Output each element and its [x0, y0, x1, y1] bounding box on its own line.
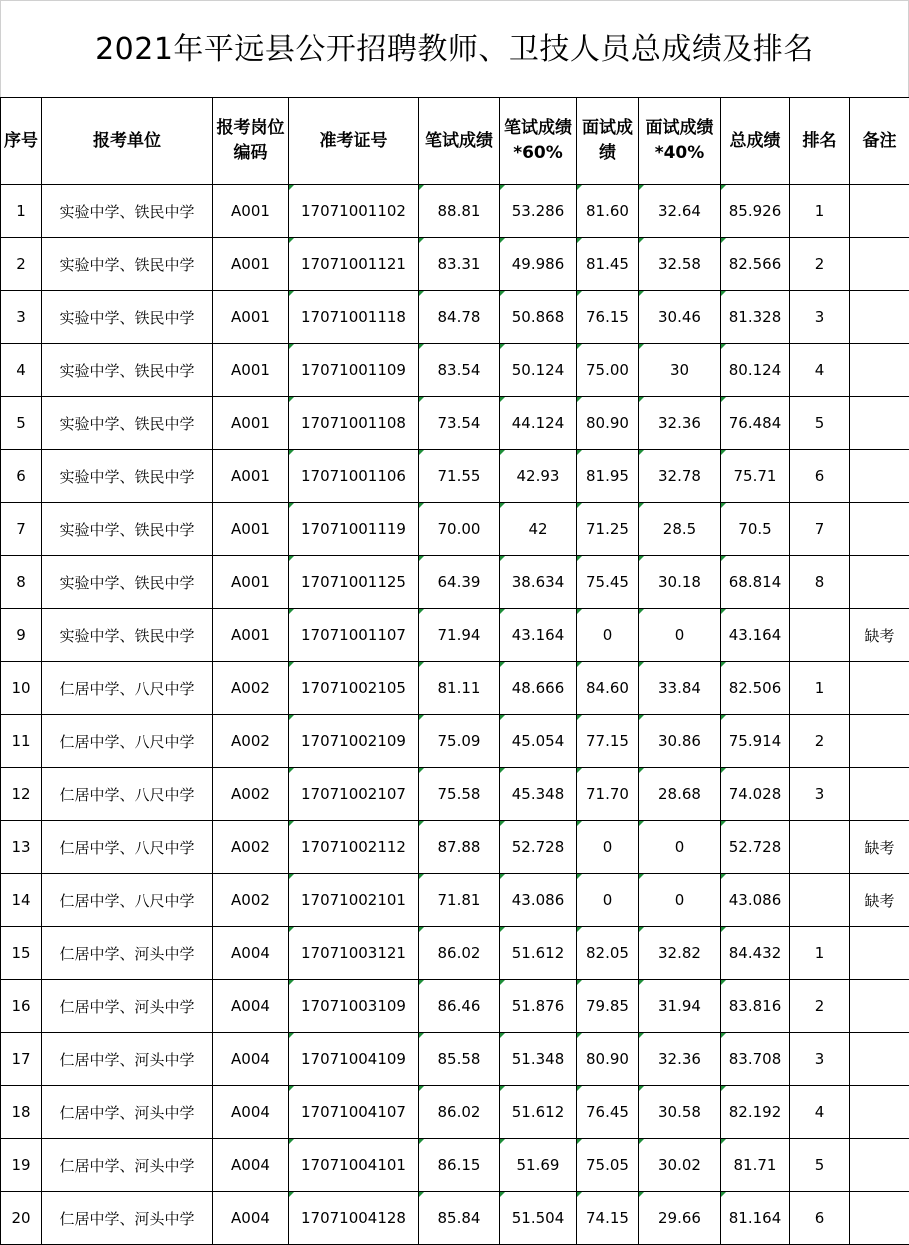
cell-written-score: 71.81: [419, 874, 500, 927]
cell-index: 15: [1, 927, 42, 980]
cell-total-score: 82.566: [721, 238, 790, 291]
table-row: [1, 344, 909, 397]
cell-remark: [850, 1192, 909, 1245]
cell-interview-weighted: 32.36: [639, 1033, 721, 1086]
cell-rank: [790, 821, 850, 874]
cell-ticket-no: 17071004107: [289, 1086, 419, 1139]
cell-written-weighted: 45.054: [500, 715, 577, 768]
cell-post-code: A004: [213, 1139, 289, 1192]
cell-unit: 仁居中学、河头中学: [42, 1192, 213, 1245]
cell-written-weighted: 51.612: [500, 927, 577, 980]
cell-total-score: 81.328: [721, 291, 790, 344]
cell-interview-weighted: 28.68: [639, 768, 721, 821]
cell-rank: 2: [790, 715, 850, 768]
cell-interview-weighted: 30: [639, 344, 721, 397]
table-row: [1, 821, 909, 874]
cell-index: 1: [1, 185, 42, 238]
header-written-weighted: 笔试成绩*60%: [500, 98, 577, 185]
cell-post-code: A001: [213, 238, 289, 291]
table-row: [1, 397, 909, 450]
cell-ticket-no: 17071001125: [289, 556, 419, 609]
cell-remark: [850, 662, 909, 715]
cell-interview-weighted: 32.36: [639, 397, 721, 450]
table-row: [1, 450, 909, 503]
cell-rank: [790, 874, 850, 927]
cell-ticket-no: 17071002109: [289, 715, 419, 768]
cell-unit: 实验中学、铁民中学: [42, 397, 213, 450]
cell-interview-weighted: 31.94: [639, 980, 721, 1033]
cell-post-code: A001: [213, 291, 289, 344]
cell-post-code: A001: [213, 397, 289, 450]
cell-total-score: 43.164: [721, 609, 790, 662]
cell-post-code: A004: [213, 1192, 289, 1245]
cell-total-score: 75.71: [721, 450, 790, 503]
cell-ticket-no: 17071004128: [289, 1192, 419, 1245]
cell-post-code: A004: [213, 1086, 289, 1139]
cell-written-weighted: 51.876: [500, 980, 577, 1033]
cell-written-weighted: 51.612: [500, 1086, 577, 1139]
cell-interview-weighted: 28.5: [639, 503, 721, 556]
cell-unit: 仁居中学、八尺中学: [42, 821, 213, 874]
cell-remark: [850, 927, 909, 980]
header-row: [1, 98, 909, 185]
header-ticket-no: 准考证号: [289, 98, 419, 185]
cell-ticket-no: 17071001121: [289, 238, 419, 291]
cell-ticket-no: 17071001108: [289, 397, 419, 450]
header-unit: 报考单位: [42, 98, 213, 185]
cell-ticket-no: 17071003121: [289, 927, 419, 980]
cell-written-weighted: 38.634: [500, 556, 577, 609]
cell-interview-weighted: 32.58: [639, 238, 721, 291]
cell-index: 8: [1, 556, 42, 609]
cell-remark: 缺考: [850, 874, 909, 927]
cell-remark: [850, 1033, 909, 1086]
cell-unit: 实验中学、铁民中学: [42, 609, 213, 662]
table-row: [1, 291, 909, 344]
cell-remark: 缺考: [850, 821, 909, 874]
cell-total-score: 83.816: [721, 980, 790, 1033]
cell-index: 17: [1, 1033, 42, 1086]
cell-interview-weighted: 30.18: [639, 556, 721, 609]
cell-interview-weighted: 30.86: [639, 715, 721, 768]
cell-total-score: 75.914: [721, 715, 790, 768]
cell-index: 5: [1, 397, 42, 450]
cell-index: 10: [1, 662, 42, 715]
scores-table: [0, 97, 909, 1245]
cell-ticket-no: 17071002105: [289, 662, 419, 715]
cell-post-code: A002: [213, 715, 289, 768]
cell-total-score: 81.71: [721, 1139, 790, 1192]
cell-post-code: A002: [213, 662, 289, 715]
cell-post-code: A004: [213, 1033, 289, 1086]
cell-remark: [850, 1139, 909, 1192]
cell-ticket-no: 17071001107: [289, 609, 419, 662]
cell-post-code: A001: [213, 185, 289, 238]
cell-written-score: 85.84: [419, 1192, 500, 1245]
cell-rank: [790, 609, 850, 662]
cell-interview-score: 84.60: [577, 662, 639, 715]
table-row: [1, 1139, 909, 1192]
cell-total-score: 70.5: [721, 503, 790, 556]
cell-written-score: 86.02: [419, 1086, 500, 1139]
cell-ticket-no: 17071001106: [289, 450, 419, 503]
cell-interview-weighted: 33.84: [639, 662, 721, 715]
cell-written-score: 86.15: [419, 1139, 500, 1192]
cell-rank: 5: [790, 1139, 850, 1192]
cell-written-score: 83.31: [419, 238, 500, 291]
table-row: [1, 874, 909, 927]
table-row: [1, 185, 909, 238]
cell-written-score: 64.39: [419, 556, 500, 609]
header-remark: 备注: [850, 98, 909, 185]
cell-unit: 实验中学、铁民中学: [42, 503, 213, 556]
cell-post-code: A001: [213, 344, 289, 397]
cell-interview-score: 75.05: [577, 1139, 639, 1192]
cell-rank: 8: [790, 556, 850, 609]
header-interview-weighted: 面试成绩*40%: [639, 98, 721, 185]
table-row: [1, 238, 909, 291]
cell-written-score: 88.81: [419, 185, 500, 238]
cell-interview-weighted: 32.82: [639, 927, 721, 980]
table-row: [1, 609, 909, 662]
cell-total-score: 81.164: [721, 1192, 790, 1245]
cell-total-score: 43.086: [721, 874, 790, 927]
cell-ticket-no: 17071001119: [289, 503, 419, 556]
cell-written-score: 81.11: [419, 662, 500, 715]
header-written-score: 笔试成绩: [419, 98, 500, 185]
cell-total-score: 74.028: [721, 768, 790, 821]
cell-interview-score: 80.90: [577, 1033, 639, 1086]
cell-interview-score: 79.85: [577, 980, 639, 1033]
cell-interview-score: 81.95: [577, 450, 639, 503]
cell-interview-weighted: 29.66: [639, 1192, 721, 1245]
cell-post-code: A002: [213, 768, 289, 821]
cell-remark: [850, 768, 909, 821]
cell-index: 3: [1, 291, 42, 344]
table-row: [1, 927, 909, 980]
cell-unit: 实验中学、铁民中学: [42, 238, 213, 291]
cell-interview-weighted: 32.78: [639, 450, 721, 503]
cell-remark: [850, 715, 909, 768]
cell-rank: 6: [790, 450, 850, 503]
cell-written-weighted: 45.348: [500, 768, 577, 821]
cell-index: 19: [1, 1139, 42, 1192]
cell-index: 9: [1, 609, 42, 662]
cell-interview-score: 81.60: [577, 185, 639, 238]
cell-rank: 7: [790, 503, 850, 556]
cell-written-weighted: 44.124: [500, 397, 577, 450]
cell-remark: [850, 503, 909, 556]
cell-unit: 实验中学、铁民中学: [42, 556, 213, 609]
cell-index: 18: [1, 1086, 42, 1139]
cell-unit: 仁居中学、八尺中学: [42, 768, 213, 821]
table-row: [1, 556, 909, 609]
cell-written-score: 71.94: [419, 609, 500, 662]
cell-remark: [850, 980, 909, 1033]
cell-interview-score: 75.00: [577, 344, 639, 397]
table-row: [1, 980, 909, 1033]
cell-interview-weighted: 0: [639, 609, 721, 662]
cell-interview-score: 81.45: [577, 238, 639, 291]
cell-interview-score: 0: [577, 609, 639, 662]
cell-written-weighted: 53.286: [500, 185, 577, 238]
cell-written-weighted: 42: [500, 503, 577, 556]
cell-written-weighted: 51.69: [500, 1139, 577, 1192]
cell-interview-score: 71.70: [577, 768, 639, 821]
cell-index: 7: [1, 503, 42, 556]
cell-unit: 实验中学、铁民中学: [42, 344, 213, 397]
cell-ticket-no: 17071001102: [289, 185, 419, 238]
cell-written-weighted: 50.124: [500, 344, 577, 397]
cell-rank: 5: [790, 397, 850, 450]
cell-written-weighted: 50.868: [500, 291, 577, 344]
cell-rank: 3: [790, 768, 850, 821]
cell-unit: 实验中学、铁民中学: [42, 185, 213, 238]
cell-unit: 仁居中学、河头中学: [42, 1033, 213, 1086]
cell-total-score: 52.728: [721, 821, 790, 874]
cell-remark: [850, 238, 909, 291]
cell-post-code: A004: [213, 980, 289, 1033]
cell-interview-score: 0: [577, 821, 639, 874]
cell-index: 6: [1, 450, 42, 503]
cell-total-score: 80.124: [721, 344, 790, 397]
cell-index: 13: [1, 821, 42, 874]
cell-interview-score: 0: [577, 874, 639, 927]
cell-ticket-no: 17071001109: [289, 344, 419, 397]
header-interview-score: 面试成绩: [577, 98, 639, 185]
cell-unit: 仁居中学、河头中学: [42, 980, 213, 1033]
cell-post-code: A001: [213, 609, 289, 662]
cell-index: 2: [1, 238, 42, 291]
cell-ticket-no: 17071003109: [289, 980, 419, 1033]
cell-written-score: 71.55: [419, 450, 500, 503]
cell-total-score: 83.708: [721, 1033, 790, 1086]
cell-total-score: 82.192: [721, 1086, 790, 1139]
cell-written-score: 85.58: [419, 1033, 500, 1086]
cell-index: 20: [1, 1192, 42, 1245]
cell-unit: 仁居中学、八尺中学: [42, 715, 213, 768]
cell-interview-score: 82.05: [577, 927, 639, 980]
cell-remark: [850, 556, 909, 609]
table-row: [1, 662, 909, 715]
cell-written-score: 73.54: [419, 397, 500, 450]
cell-rank: 6: [790, 1192, 850, 1245]
table-body: [1, 185, 909, 1245]
cell-remark: [850, 291, 909, 344]
header-index: 序号: [1, 98, 42, 185]
cell-interview-weighted: 32.64: [639, 185, 721, 238]
cell-interview-score: 71.25: [577, 503, 639, 556]
cell-remark: [850, 397, 909, 450]
cell-post-code: A004: [213, 927, 289, 980]
cell-interview-weighted: 30.58: [639, 1086, 721, 1139]
cell-written-weighted: 43.164: [500, 609, 577, 662]
cell-interview-score: 77.15: [577, 715, 639, 768]
cell-post-code: A001: [213, 503, 289, 556]
cell-post-code: A001: [213, 556, 289, 609]
cell-ticket-no: 17071004109: [289, 1033, 419, 1086]
table-row: [1, 1033, 909, 1086]
cell-remark: [850, 450, 909, 503]
cell-rank: 3: [790, 291, 850, 344]
cell-written-weighted: 51.348: [500, 1033, 577, 1086]
header-rank: 排名: [790, 98, 850, 185]
cell-post-code: A001: [213, 450, 289, 503]
cell-written-score: 87.88: [419, 821, 500, 874]
cell-interview-weighted: 0: [639, 821, 721, 874]
cell-rank: 1: [790, 185, 850, 238]
cell-written-score: 86.02: [419, 927, 500, 980]
cell-written-score: 84.78: [419, 291, 500, 344]
cell-rank: 4: [790, 1086, 850, 1139]
cell-index: 11: [1, 715, 42, 768]
header-post-code: 报考岗位编码: [213, 98, 289, 185]
cell-ticket-no: 17071002107: [289, 768, 419, 821]
cell-total-score: 76.484: [721, 397, 790, 450]
cell-ticket-no: 17071001118: [289, 291, 419, 344]
cell-rank: 2: [790, 980, 850, 1033]
cell-rank: 4: [790, 344, 850, 397]
cell-written-score: 70.00: [419, 503, 500, 556]
cell-total-score: 84.432: [721, 927, 790, 980]
cell-remark: [850, 1086, 909, 1139]
cell-rank: 1: [790, 927, 850, 980]
cell-unit: 仁居中学、河头中学: [42, 927, 213, 980]
table-row: [1, 503, 909, 556]
table-row: [1, 715, 909, 768]
cell-interview-score: 75.45: [577, 556, 639, 609]
cell-written-weighted: 42.93: [500, 450, 577, 503]
cell-index: 14: [1, 874, 42, 927]
cell-interview-score: 76.45: [577, 1086, 639, 1139]
cell-written-score: 75.58: [419, 768, 500, 821]
cell-total-score: 68.814: [721, 556, 790, 609]
cell-index: 4: [1, 344, 42, 397]
cell-ticket-no: 17071002112: [289, 821, 419, 874]
table-row: [1, 1086, 909, 1139]
cell-rank: 1: [790, 662, 850, 715]
cell-remark: [850, 344, 909, 397]
cell-post-code: A002: [213, 874, 289, 927]
cell-remark: [850, 185, 909, 238]
cell-written-weighted: 43.086: [500, 874, 577, 927]
table-row: [1, 768, 909, 821]
cell-unit: 实验中学、铁民中学: [42, 450, 213, 503]
cell-unit: 仁居中学、河头中学: [42, 1086, 213, 1139]
cell-rank: 3: [790, 1033, 850, 1086]
cell-index: 16: [1, 980, 42, 1033]
table-row: [1, 1192, 909, 1245]
cell-rank: 2: [790, 238, 850, 291]
cell-written-score: 83.54: [419, 344, 500, 397]
cell-written-weighted: 49.986: [500, 238, 577, 291]
cell-interview-score: 80.90: [577, 397, 639, 450]
cell-ticket-no: 17071004101: [289, 1139, 419, 1192]
cell-written-weighted: 52.728: [500, 821, 577, 874]
cell-interview-score: 76.15: [577, 291, 639, 344]
cell-ticket-no: 17071002101: [289, 874, 419, 927]
cell-interview-weighted: 30.46: [639, 291, 721, 344]
cell-written-weighted: 48.666: [500, 662, 577, 715]
cell-unit: 仁居中学、八尺中学: [42, 662, 213, 715]
cell-index: 12: [1, 768, 42, 821]
cell-post-code: A002: [213, 821, 289, 874]
cell-written-score: 75.09: [419, 715, 500, 768]
cell-unit: 仁居中学、八尺中学: [42, 874, 213, 927]
cell-total-score: 82.506: [721, 662, 790, 715]
cell-unit: 仁居中学、河头中学: [42, 1139, 213, 1192]
cell-written-score: 86.46: [419, 980, 500, 1033]
cell-interview-score: 74.15: [577, 1192, 639, 1245]
cell-interview-weighted: 0: [639, 874, 721, 927]
header-total-score: 总成绩: [721, 98, 790, 185]
cell-remark: 缺考: [850, 609, 909, 662]
cell-total-score: 85.926: [721, 185, 790, 238]
page-title: 2021年平远县公开招聘教师、卫技人员总成绩及排名: [0, 0, 909, 97]
cell-unit: 实验中学、铁民中学: [42, 291, 213, 344]
cell-written-weighted: 51.504: [500, 1192, 577, 1245]
cell-interview-weighted: 30.02: [639, 1139, 721, 1192]
